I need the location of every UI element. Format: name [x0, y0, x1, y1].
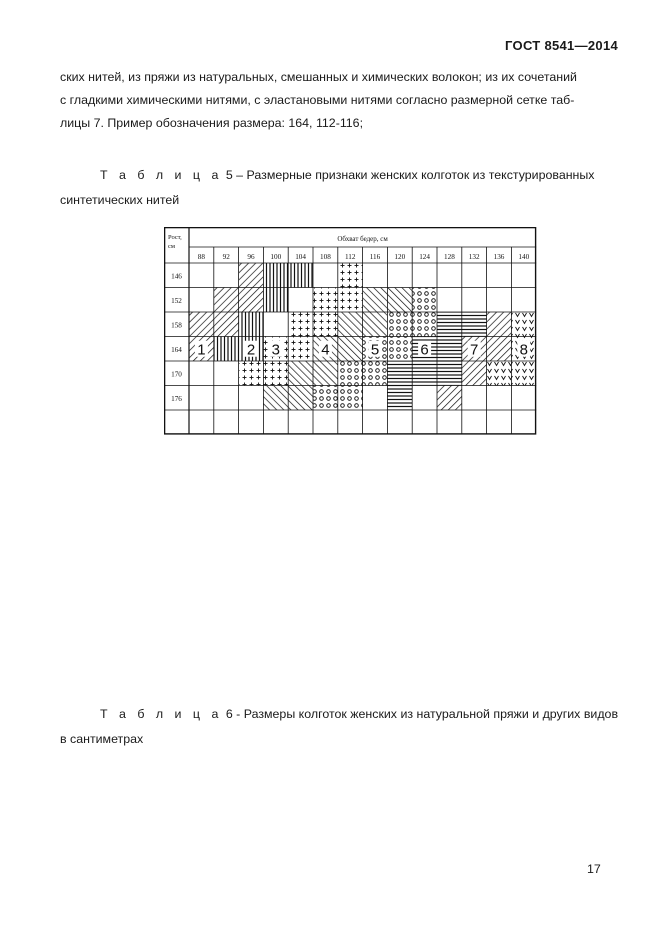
size-zone-cell	[387, 312, 412, 337]
size-zone-cell	[338, 312, 363, 337]
height-label: Рост,	[168, 234, 182, 241]
table5-title-cont: синтетических нитей	[60, 193, 180, 207]
size-zone-cell	[412, 361, 437, 386]
hip-column-label: 140	[518, 253, 530, 261]
hip-column-label: 132	[468, 253, 480, 261]
hip-column-label: 104	[295, 253, 306, 261]
height-unit: см	[168, 243, 175, 250]
size-zone-cell	[338, 263, 363, 288]
height-row-label: 146	[171, 272, 182, 281]
size-zone-cell	[313, 361, 338, 386]
size-zone-label: 4	[321, 341, 330, 359]
size-zone-cell	[214, 288, 239, 313]
document-code: ГОСТ 8541—2014	[505, 38, 618, 53]
size-zone-cell	[363, 288, 388, 313]
size-zone-cell	[214, 337, 239, 362]
table5-label: Т а б л и ц а	[100, 168, 223, 182]
size-zone-cell	[511, 312, 536, 337]
table6-title-cont: в сантиметрах	[60, 732, 144, 746]
size-zone-cell	[239, 312, 264, 337]
size-zone-cell	[313, 312, 338, 337]
size-zone-cell	[387, 386, 412, 411]
hip-column-label: 92	[222, 253, 230, 261]
size-zone-cell	[437, 337, 462, 362]
hip-column-label: 124	[419, 253, 430, 261]
size-zone-label: 8	[519, 341, 528, 359]
hip-column-label: 116	[369, 253, 381, 261]
height-row-label: 176	[171, 394, 182, 403]
size-zone-cell	[338, 361, 363, 386]
size-zone-cell	[511, 361, 536, 386]
hip-header: Обхват бедер, см	[337, 235, 388, 243]
table5-title: Размерные признаки женских колготок из текстурированных	[246, 168, 595, 182]
size-zone-cell	[214, 312, 239, 337]
height-row-label: 164	[171, 345, 182, 354]
hip-column-label: 100	[270, 253, 282, 261]
size-zone-cell	[239, 288, 264, 313]
hip-column-label: 88	[197, 253, 205, 261]
height-row-label: 158	[171, 321, 182, 330]
size-zone-cell	[412, 288, 437, 313]
size-zone-cell	[313, 386, 338, 411]
size-zone-label: 7	[470, 341, 479, 359]
paragraph-line: лицы 7. Пример обозначения размера: 164, 112-116;	[60, 116, 364, 130]
page-number: 17	[587, 862, 601, 876]
hip-column-label: 96	[247, 253, 255, 261]
size-zone-cell	[487, 361, 512, 386]
size-zone-label: 2	[246, 341, 256, 359]
hip-column-label: 136	[493, 253, 505, 261]
hip-column-label: 108	[320, 253, 331, 261]
table5-caption	[60, 163, 620, 213]
hip-column-label: 112	[344, 253, 356, 261]
size-zone-cell	[313, 288, 338, 313]
size-zone-cell	[462, 312, 487, 337]
size-grid-figure	[164, 227, 540, 453]
size-zone-label: 3	[271, 341, 280, 359]
size-zone-cell	[263, 288, 288, 313]
height-row-label: 170	[171, 370, 182, 379]
size-zone-cell	[239, 361, 264, 386]
size-zone-cell	[338, 386, 363, 411]
table5-number: 5	[225, 168, 233, 182]
size-zone-cell	[263, 386, 288, 411]
size-zone-label: 6	[420, 341, 429, 359]
size-zone-cell	[338, 337, 363, 362]
height-row-label: 152	[171, 296, 182, 305]
table6-title: - Размеры колготок женских из натуральной пряжи и других видов	[236, 707, 619, 721]
size-zone-cell	[462, 361, 487, 386]
size-zone-label: 5	[370, 341, 380, 359]
size-zone-cell	[288, 361, 313, 386]
size-zone-cell	[288, 337, 313, 362]
table6-label: Т а б л и ц а	[100, 707, 223, 721]
size-zone-cell	[387, 337, 412, 362]
size-zone-cell	[239, 263, 264, 288]
size-zone-cell	[487, 312, 512, 337]
size-zone-cell	[437, 386, 462, 411]
size-zone-cell	[189, 312, 214, 337]
hip-column-label: 128	[444, 253, 455, 261]
paragraph-line: ских нитей, из пряжи из натуральных, смешанных и химических волокон; из их сочетаний	[60, 70, 577, 84]
table6-caption	[60, 702, 620, 752]
table5-dash: –	[236, 168, 244, 182]
size-zone-label: 1	[197, 341, 206, 359]
size-zone-cell	[412, 312, 437, 337]
table6-number: 6	[225, 707, 233, 721]
size-zone-cell	[363, 361, 388, 386]
body-paragraph	[60, 66, 620, 135]
size-zone-cell	[263, 263, 288, 288]
size-zone-cell	[338, 288, 363, 313]
size-zone-cell	[387, 288, 412, 313]
size-zone-cell	[288, 386, 313, 411]
hip-column-label: 120	[394, 253, 406, 261]
size-zone-cell	[387, 361, 412, 386]
size-zone-cell	[363, 312, 388, 337]
size-zone-cell	[288, 312, 313, 337]
size-zone-cell	[288, 263, 313, 288]
size-zone-cell	[437, 361, 462, 386]
size-zone-cell	[263, 361, 288, 386]
paragraph-line: с гладкими химическими нитями, с эластановыми нитями согласно размерной сетке таб-	[60, 93, 575, 107]
size-zone-cell	[487, 337, 512, 362]
size-zone-cell	[437, 312, 462, 337]
